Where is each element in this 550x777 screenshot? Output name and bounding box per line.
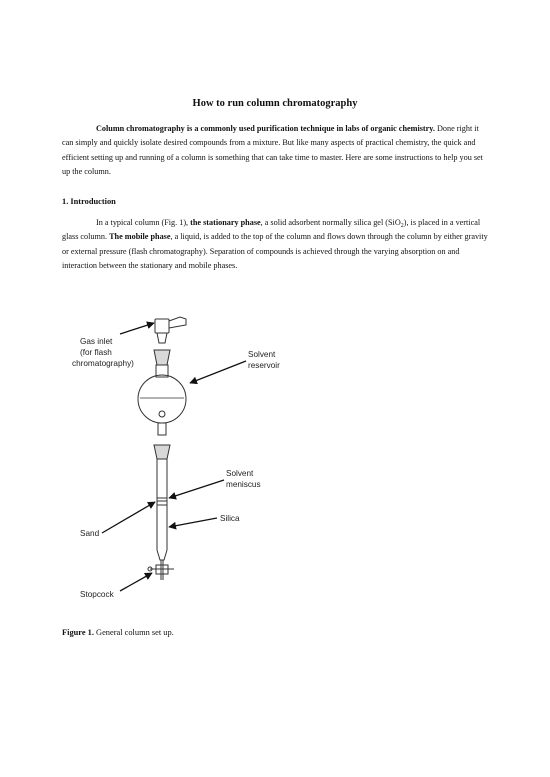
section-heading: 1. Introduction	[62, 197, 116, 206]
intro-bold-text: Column chromatography is a commonly used purification technique in labs of organic chemistry.	[96, 124, 435, 133]
meniscus-label-2: meniscus	[226, 480, 261, 489]
figure-caption	[62, 628, 174, 637]
text-run: , a solid adsorbent normally silica gel (SiO	[260, 218, 401, 227]
column-setup-figure	[62, 295, 362, 615]
text-run: In a typical column (Fig. 1),	[96, 218, 191, 227]
mobile-phase-term: The mobile phase	[109, 232, 171, 242]
intro-text: Done right it can simply and quickly isolate desired compounds from a mixture. But like many aspects of practical chemistry, the quick and efficient setting up and running of a column is something that can take time to master. Here are some instructions to help you set up the column.	[62, 124, 483, 177]
solvent-reservoir	[138, 365, 186, 435]
reservoir-label-1: Solvent	[248, 350, 276, 359]
meniscus-label-1: Solvent	[226, 469, 254, 478]
stopcock-label: Stopcock	[80, 590, 114, 599]
gas-inlet-label-1: Gas inlet	[80, 337, 113, 346]
glass-column	[157, 459, 167, 580]
caption-text: General column set up.	[93, 628, 174, 637]
reservoir-stopper	[154, 350, 170, 365]
sand-label: Sand	[80, 529, 100, 538]
text-run: ), is placed in a vertical glass column.	[62, 218, 481, 242]
gas-inlet-adapter	[155, 317, 186, 343]
gas-inlet-label-3: chromatography)	[72, 359, 134, 368]
caption-label: Figure 1.	[62, 628, 94, 637]
intro-paragraph	[62, 122, 490, 180]
reservoir-label-2: reservoir	[248, 361, 280, 370]
introduction-paragraph	[62, 216, 490, 274]
subscript: 2	[400, 223, 404, 229]
text-run: , a liquid, is added to the top of the column and flows down through the column by either gravity or external pressure (flash chromatography). Separation of compounds is achieved through the varying absorption on and interaction between the stationary and mobile phases.	[62, 232, 488, 271]
stationary-phase-term: the stationary phase	[190, 218, 261, 227]
column-stopper	[154, 445, 170, 459]
silica-label: Silica	[220, 514, 240, 523]
document-title: How to run column chromatography	[192, 98, 358, 109]
gas-inlet-label-2: (for flash	[80, 348, 112, 357]
